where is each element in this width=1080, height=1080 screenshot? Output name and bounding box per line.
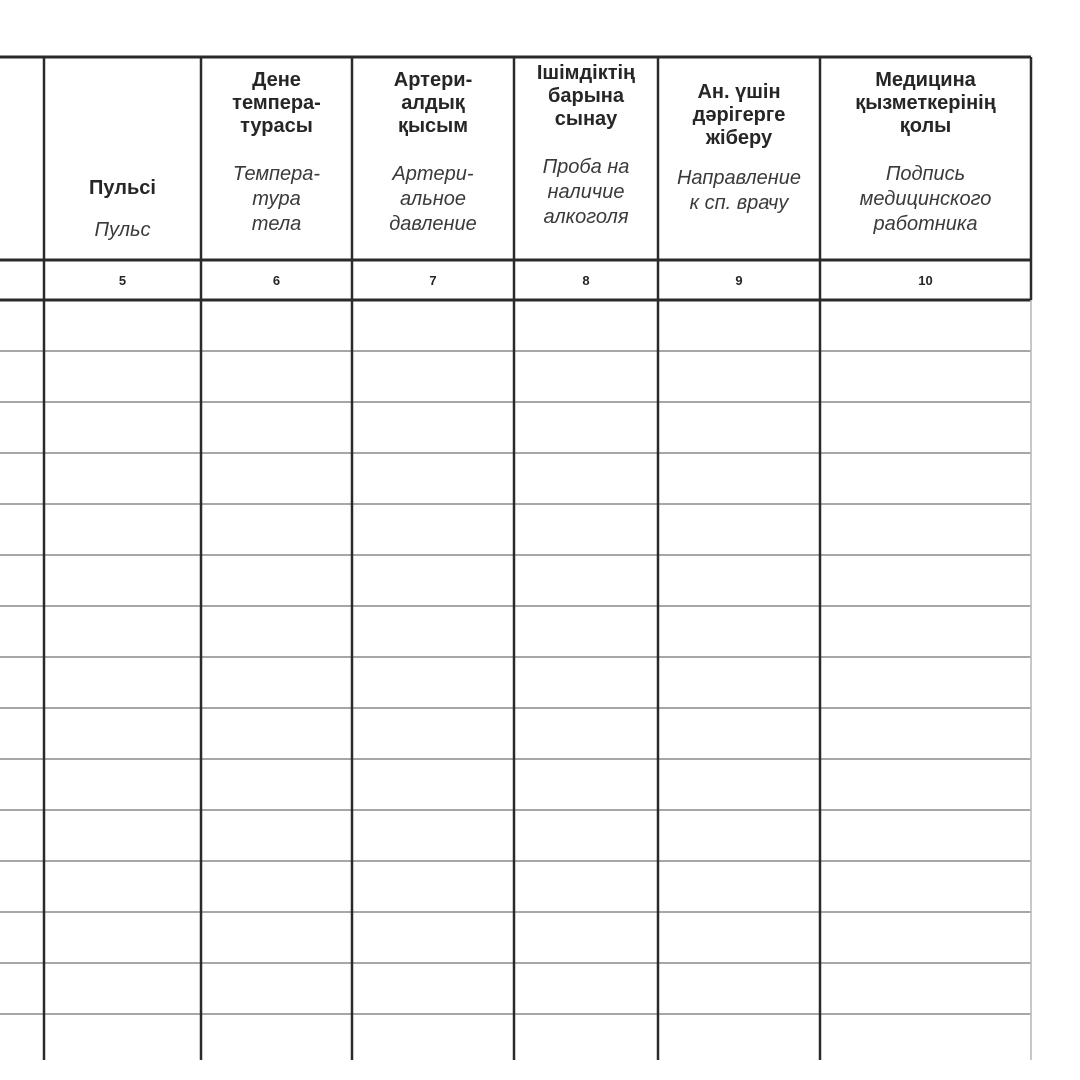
column-number: 6 [272, 272, 281, 288]
column-number: 8 [582, 272, 590, 288]
header-ru: Направление к сп. врачу [676, 167, 802, 214]
header-ru: Подпись медицинского работника [859, 163, 992, 235]
header-kz: Пульсі [89, 177, 156, 199]
header-kz: Дене темпера- турасы [232, 69, 321, 137]
header-kz: Медицина қызметкерінің қолы [855, 69, 996, 137]
header-ru: Проба на наличие алкоголя [542, 156, 630, 228]
column-header-alcohol-test [514, 57, 658, 260]
header-ru: Темпера- тура тела [232, 163, 321, 235]
column-header-pulse [44, 57, 201, 260]
header-kz: Ан. үшін дәрігерге жіберу [692, 81, 786, 149]
column-number: 10 [918, 272, 933, 288]
column-header-blood-pressure [352, 57, 514, 260]
column-header-temperature [201, 57, 352, 260]
header-ru: Пульс [94, 219, 151, 241]
column-number: 7 [429, 272, 437, 288]
column-number: 9 [735, 272, 743, 288]
column-header-doctor-referral [658, 57, 820, 260]
header-ru: Артери- альное давление [389, 163, 477, 235]
header-kz: Артери- алдық қысым [393, 69, 473, 137]
column-number: 5 [118, 272, 127, 288]
header-kz: Ішімдіктің барына сынау [536, 62, 636, 130]
column-header-signature [820, 57, 1031, 260]
